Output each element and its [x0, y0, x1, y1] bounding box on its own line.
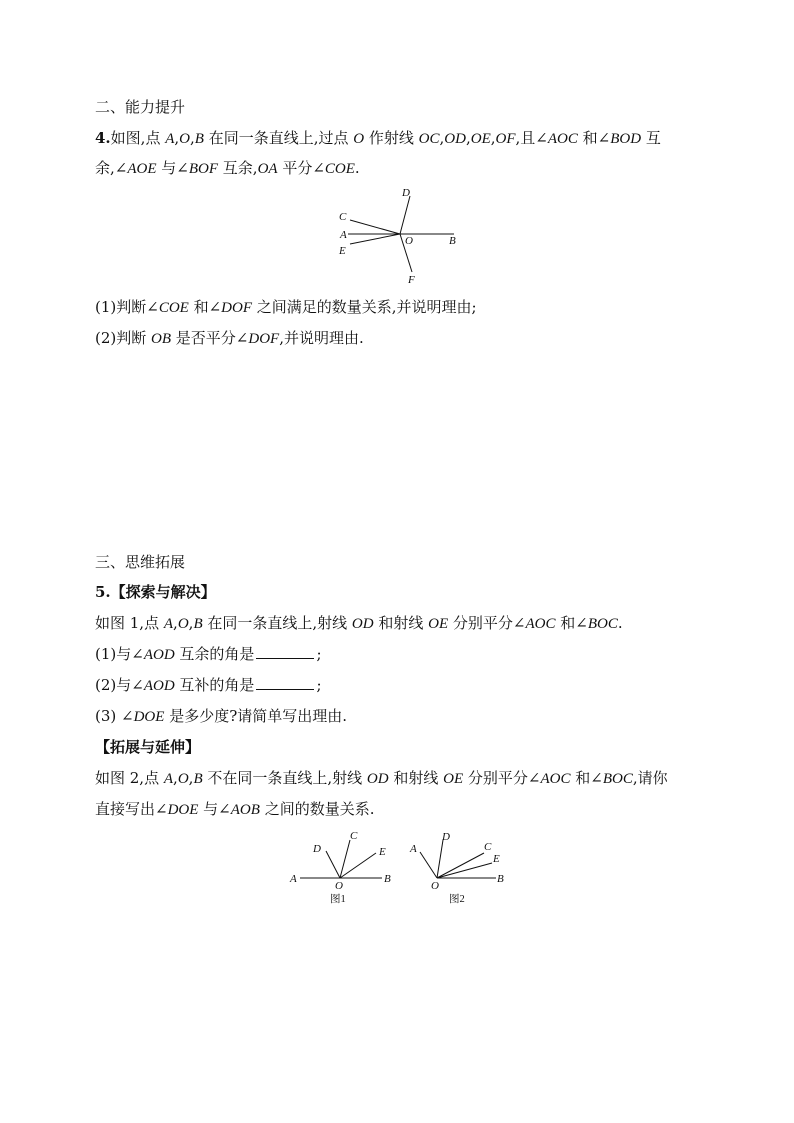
var: COE: [324, 161, 355, 177]
var: OB: [151, 331, 172, 347]
var: AOC: [540, 771, 571, 787]
label-c: C: [484, 841, 492, 853]
text: 之间满足的数量关系,并说明理由;: [252, 298, 477, 316]
var: O: [179, 131, 191, 147]
text: 分别平分∠: [448, 614, 526, 632]
label-a: A: [340, 229, 347, 241]
var: AOC: [547, 131, 578, 147]
var: AOD: [143, 678, 175, 694]
var: AOC: [525, 616, 556, 632]
var: OE: [428, 616, 449, 632]
text: ,请你: [632, 769, 668, 787]
label-c: C: [350, 830, 358, 842]
var: BOC: [587, 616, 618, 632]
q4-stem-line-1: [95, 128, 661, 149]
text: 和∠: [577, 129, 611, 147]
text: 如图 2,点: [95, 769, 164, 787]
label-a: A: [290, 873, 297, 885]
q5-figure-1: [284, 826, 404, 908]
var: OD: [444, 131, 466, 147]
text: ,: [188, 614, 194, 632]
ray-oe: [350, 234, 400, 244]
var: DOF: [248, 331, 280, 347]
text: ,: [465, 129, 471, 147]
var: BOF: [188, 161, 219, 177]
var: COE: [158, 300, 189, 316]
q5-figure-2: [404, 826, 520, 908]
text: 互补的角是: [174, 676, 255, 694]
text: (3) ∠: [95, 707, 134, 725]
q5-section-title: 【探索与解决】: [110, 583, 216, 601]
text: 互余的角是: [174, 645, 255, 663]
text: 余,∠: [95, 159, 128, 177]
text: ,: [173, 614, 178, 632]
label-o: O: [431, 880, 439, 892]
label-f: F: [408, 274, 415, 286]
figure-2-caption: 图2: [449, 894, 465, 905]
label-b: B: [384, 873, 391, 885]
text: (1)与∠: [95, 645, 144, 663]
text: 和射线: [373, 614, 429, 632]
text: ,: [439, 129, 445, 147]
text: 直接写出∠: [95, 800, 168, 818]
text: 不在同一条直线上,射线: [202, 769, 367, 787]
var: B: [193, 616, 203, 632]
ray-oe: [437, 863, 492, 878]
var: BOD: [610, 131, 642, 147]
text: 与∠: [198, 800, 231, 818]
text: 作射线: [364, 129, 419, 147]
var: DOE: [133, 709, 165, 725]
label-e: E: [379, 846, 386, 858]
text: 平分∠: [277, 159, 325, 177]
label-e: E: [339, 245, 346, 257]
extension-title: 【拓展与延伸】: [95, 738, 201, 756]
text: 和∠: [555, 614, 588, 632]
q5-title: [95, 582, 216, 602]
label-o: O: [405, 235, 413, 247]
text: ,: [174, 129, 180, 147]
var: OE: [470, 131, 491, 147]
var: A: [163, 616, 174, 632]
label-b: B: [449, 235, 456, 247]
text: 互余,: [218, 159, 258, 177]
text: .: [354, 159, 360, 177]
section-heading-3: 三、思维拓展: [95, 553, 186, 571]
label-o: O: [335, 880, 343, 892]
text: 与∠: [156, 159, 189, 177]
ray-od: [400, 196, 410, 234]
text: ,: [173, 769, 178, 787]
var: OD: [351, 616, 374, 632]
text: (2)判断: [95, 329, 152, 347]
label-a: A: [410, 843, 417, 855]
var: OD: [366, 771, 389, 787]
var: DOE: [167, 802, 199, 818]
text: 之间的数量关系.: [259, 800, 375, 818]
q5-part-1: [95, 644, 322, 665]
text: .: [617, 614, 623, 632]
var: DOF: [221, 300, 252, 316]
label-d: D: [313, 843, 321, 855]
answer-blank[interactable]: [256, 675, 314, 690]
text: (2)与∠: [95, 676, 144, 694]
label-d: D: [402, 187, 410, 199]
text: 是否平分∠: [171, 329, 249, 347]
text: ;: [316, 645, 322, 663]
text: 是多少度?请简单写出理由.: [164, 707, 348, 725]
text: 分别平分∠: [463, 769, 541, 787]
text: (1)判断∠: [95, 298, 159, 316]
text: ,: [490, 129, 496, 147]
q5-number: 5.: [95, 583, 111, 601]
text: ,: [190, 129, 195, 147]
label-d: D: [442, 831, 450, 843]
var: AOB: [230, 802, 260, 818]
var: B: [193, 771, 203, 787]
text: ,并说明理由.: [279, 329, 364, 347]
text: 如图,点: [110, 129, 166, 147]
var: O: [177, 771, 189, 787]
q5-extension-line-2: [95, 799, 374, 820]
q4-part-1: [95, 297, 477, 318]
var: OF: [495, 131, 516, 147]
label-c: C: [339, 211, 347, 223]
var: O: [353, 131, 365, 147]
q5-extension-title: [95, 737, 200, 757]
ray-oa: [420, 852, 437, 878]
var: OA: [257, 161, 278, 177]
var: BOC: [602, 771, 633, 787]
var: AOD: [143, 647, 175, 663]
ray-od: [326, 851, 340, 878]
text: 和射线: [388, 769, 444, 787]
ray-oc: [350, 220, 400, 234]
label-b: B: [497, 873, 504, 885]
var: OC: [418, 131, 440, 147]
section-heading-2: 二、能力提升: [95, 98, 186, 116]
text: 在同一条直线上,射线: [202, 614, 352, 632]
ray-oc: [437, 853, 484, 878]
q4-stem-line-2: [95, 158, 360, 179]
text: 和∠: [570, 769, 603, 787]
text: ,: [188, 769, 194, 787]
text: 如图 1,点: [95, 614, 164, 632]
label-e: E: [493, 853, 500, 865]
q5-part-3: [95, 706, 347, 727]
text: 在同一条直线上,过点: [203, 129, 354, 147]
text: 互: [641, 129, 661, 147]
q5-intro: [95, 613, 623, 634]
q5-extension-line-1: [95, 768, 668, 789]
q4-number: 4.: [95, 129, 111, 147]
var: O: [177, 616, 189, 632]
var: OE: [443, 771, 464, 787]
text: ,且∠: [515, 129, 548, 147]
text: ;: [316, 676, 322, 694]
var: A: [163, 771, 174, 787]
var: A: [165, 131, 175, 147]
answer-blank[interactable]: [256, 644, 314, 659]
var: AOE: [127, 161, 157, 177]
var: B: [194, 131, 204, 147]
text: 和∠: [188, 298, 222, 316]
q4-figure: [320, 182, 480, 290]
ray-od: [437, 840, 443, 878]
q5-part-2: [95, 675, 322, 696]
figure-1-caption: 图1: [330, 894, 346, 905]
q4-part-2: [95, 328, 364, 349]
